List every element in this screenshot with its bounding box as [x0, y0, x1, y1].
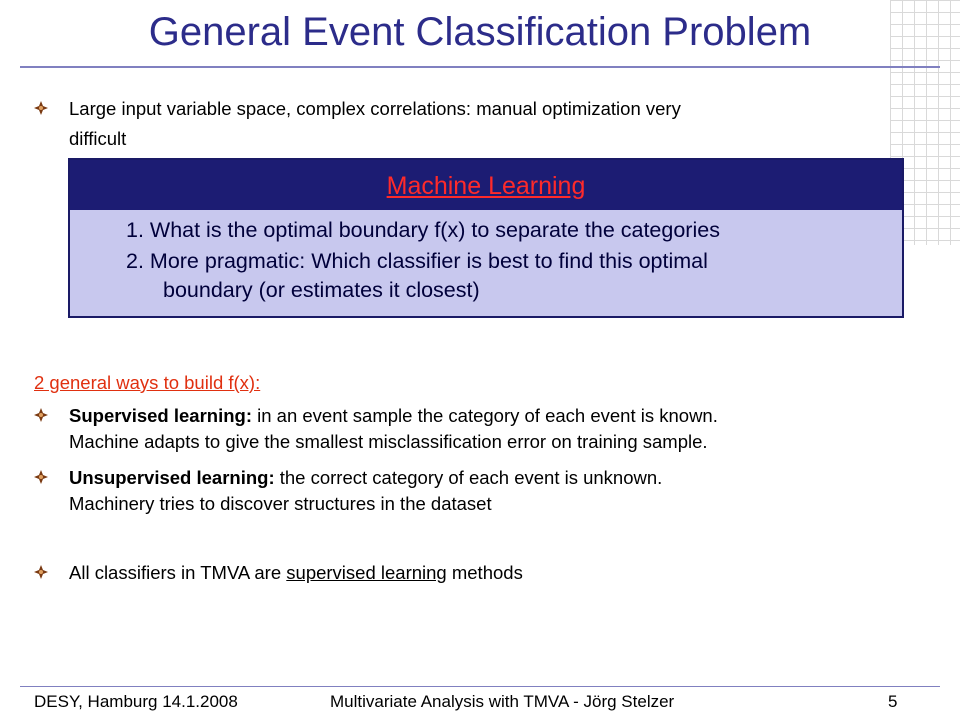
tmva-suffix: methods [446, 562, 523, 583]
slide-title: General Event Classification Problem [148, 10, 812, 54]
bullet-icon [34, 408, 48, 422]
machine-learning-box [68, 158, 904, 318]
tmva-prefix: All classifiers in TMVA are [69, 562, 287, 583]
ml-item-2-line-2: boundary (or estimates it closest) [163, 278, 480, 302]
machine-learning-title: Machine Learning [386, 172, 586, 200]
tmva-emphasis: supervised learning [286, 562, 447, 583]
ml-item-1: 1. What is the optimal boundary f(x) to separate the categories [126, 218, 720, 242]
unsupervised-desc: the correct category of each event is unknown. [274, 467, 663, 488]
bullet-icon [34, 565, 48, 579]
unsupervised-term: Unsupervised learning: [69, 467, 275, 488]
ways-heading: 2 general ways to build f(x): [34, 372, 261, 393]
unsupervised-line-2: Machinery tries to discover structures in the dataset [69, 493, 492, 514]
supervised-desc: in an event sample the category of each event is known. [252, 405, 718, 426]
intro-line-2: difficult [69, 128, 127, 149]
intro-line-1: Large input variable space, complex correlations: manual optimization very [69, 98, 681, 119]
footer-page-number: 5 [888, 692, 898, 711]
unsupervised-line-1 [69, 466, 662, 490]
footer-left: DESY, Hamburg 14.1.2008 [34, 692, 238, 711]
supervised-term: Supervised learning: [69, 405, 252, 426]
footer-divider [20, 686, 940, 687]
tmva-line [69, 561, 523, 585]
bullet-icon [34, 470, 48, 484]
footer-center: Multivariate Analysis with TMVA - Jörg Stelzer [330, 692, 675, 711]
machine-learning-header [70, 160, 902, 210]
supervised-line-2: Machine adapts to give the smallest misclassification error on training sample. [69, 431, 708, 452]
bullet-icon [34, 101, 48, 115]
ml-item-2-line-1: 2. More pragmatic: Which classifier is best to find this optimal [126, 249, 708, 273]
title-divider [20, 66, 940, 68]
supervised-line-1 [69, 404, 718, 428]
